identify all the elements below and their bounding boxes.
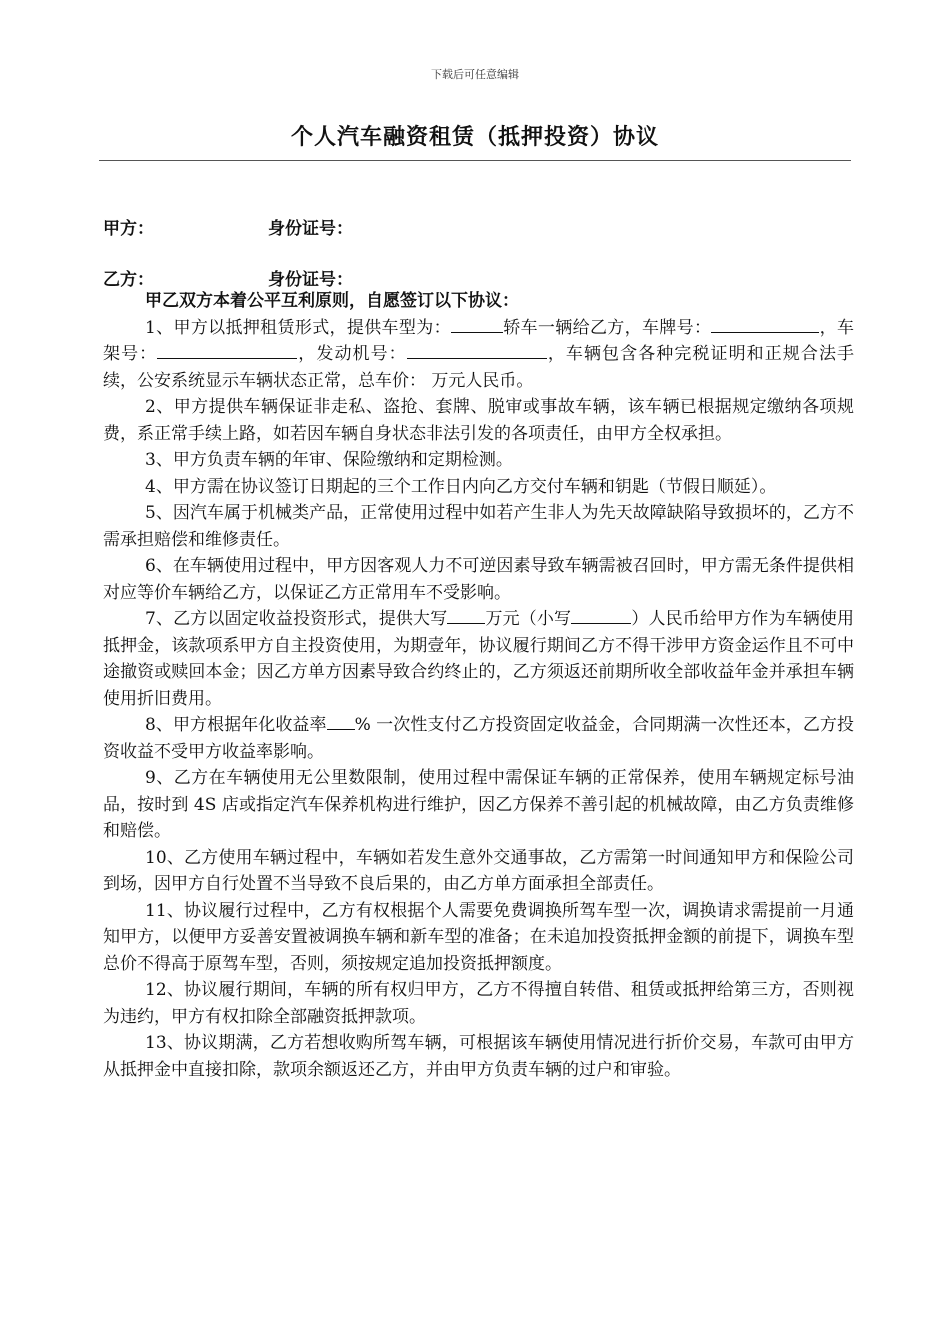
- clause-5: 5、因汽车属于机械类产品，正常使用过程中如若产生非人为先天故障缺陷导致损坏的，乙方不需承担赔偿和维修责任。: [103, 503, 854, 550]
- clause-8-part-a: 8、甲方根据年化收益率: [145, 715, 327, 735]
- clause-1-part-a: 1、甲方以抵押租赁形式，提供车型为：: [145, 317, 451, 338]
- clause-7: [103, 606, 854, 712]
- title-divider: [99, 160, 851, 161]
- clause-1-part-c: ，车架号：: [103, 317, 855, 364]
- clause-4: 4、甲方需在协议签订日期起的三个工作日内向乙方交付车辆和钥匙（节假日顺延）。: [145, 476, 777, 497]
- clause-2: 2、甲方提供车辆保证非走私、盗抢、套牌、脱审或事故车辆，该车辆已根据规定缴纳各项规费，系正常手续上路，如若因车辆自身状态非法引发的各项责任，由甲方全权承担。: [103, 397, 854, 444]
- clause-11: 11、协议履行过程中，乙方有权根据个人需要免费调换所驾车型一次，调换请求需提前一月通知甲方，以便甲方妥善安置被调换车辆和新车型的准备；在未追加投资抵押金额的前提下，调换车型总价不得高于原驾车型，否则，须按规定追加投资抵押额度。: [103, 900, 854, 974]
- clause-8: [103, 712, 854, 765]
- party-b-line: [103, 265, 353, 290]
- party-b-id-label: 身份证号：: [268, 270, 353, 290]
- party-b-label: 乙方：: [103, 270, 154, 290]
- car-model-blank[interactable]: [451, 315, 503, 333]
- clause-1-part-d: ，发动机号：: [297, 344, 407, 364]
- party-a-label: 甲方：: [103, 219, 154, 239]
- clause-6: 6、在车辆使用过程中，甲方因客观人力不可逆因素导致车辆需被召回时，甲方需无条件提供相对应等价车辆给乙方，以保证乙方正常用车不受影响。: [103, 556, 854, 603]
- clause-13: 13、协议期满，乙方若想收购所驾车辆，可根据该车辆使用情况进行折价交易，车款可由甲方从抵押金中直接扣除，款项余额返还乙方，并由甲方负责车辆的过户和审验。: [103, 1033, 854, 1080]
- plate-number-blank[interactable]: [711, 315, 819, 333]
- agreement-body: [103, 288, 854, 1083]
- header-note: 下载后可任意编辑: [431, 68, 519, 81]
- clause-7-part-c: ）人民币给甲方作为车辆使用抵押金，该款项系甲方自主投资使用，为期壹年，协议履行期间乙方不得干涉甲方资金运作且不可中途撤资或赎回本金；因乙方单方因素导致合约终止的，乙方须返还前期所收全部收益年金并承担车辆使用折旧费用。: [103, 609, 855, 709]
- party-a-id-label: 身份证号：: [268, 219, 353, 239]
- clause-10: 10、乙方使用车辆过程中，车辆如若发生意外交通事故，乙方需第一时间通知甲方和保险公司到场，因甲方自行处置不当导致不良后果的，由乙方单方面承担全部责任。: [103, 847, 854, 894]
- clause-12: 12、协议履行期间，车辆的所有权归甲方，乙方不得擅自转借、租赁或抵押给第三方，否则视为违约，甲方有权扣除全部融资抵押款项。: [103, 980, 854, 1027]
- clause-1-part-e: ，车辆包含各种完税证明和正规合法手续，公安系统显示车辆状态正常，总车价： 万元人民币。: [103, 344, 855, 391]
- clause-7-part-a: 7、乙方以固定收益投资形式，提供大写: [145, 609, 448, 629]
- clause-9: 9、乙方在车辆使用无公里数限制，使用过程中需保证车辆的正常保养，使用车辆规定标号油品，按时到 4S 店或指定汽车保养机构进行维护，因乙方保养不善引起的机械故障，由乙方负责维修和赔偿。: [103, 768, 854, 841]
- party-a-line: [103, 214, 353, 239]
- intro-paragraph: 甲乙双方本着公平互利原则，自愿签订以下协议：: [145, 291, 519, 311]
- clause-8-part-b: % 一次性支付乙方投资固定收益金，合同期满一次性还本，乙方投资收益不受甲方收益率影响。: [103, 715, 854, 762]
- clause-1: [103, 315, 854, 395]
- clause-1-part-b: 轿车一辆给乙方，车牌号：: [502, 317, 712, 338]
- document-title: 个人汽车融资租赁（抵押投资）协议: [290, 124, 659, 150]
- amount-lowercase-blank[interactable]: [571, 606, 631, 624]
- clause-7-part-b: 万元（小写: [485, 609, 572, 629]
- engine-number-blank[interactable]: [407, 341, 547, 359]
- amount-uppercase-blank[interactable]: [447, 606, 485, 624]
- vin-blank[interactable]: [157, 341, 297, 359]
- yield-rate-blank[interactable]: [327, 712, 355, 730]
- clause-3: 3、甲方负责车辆的年审、保险缴纳和定期检测。: [145, 450, 513, 470]
